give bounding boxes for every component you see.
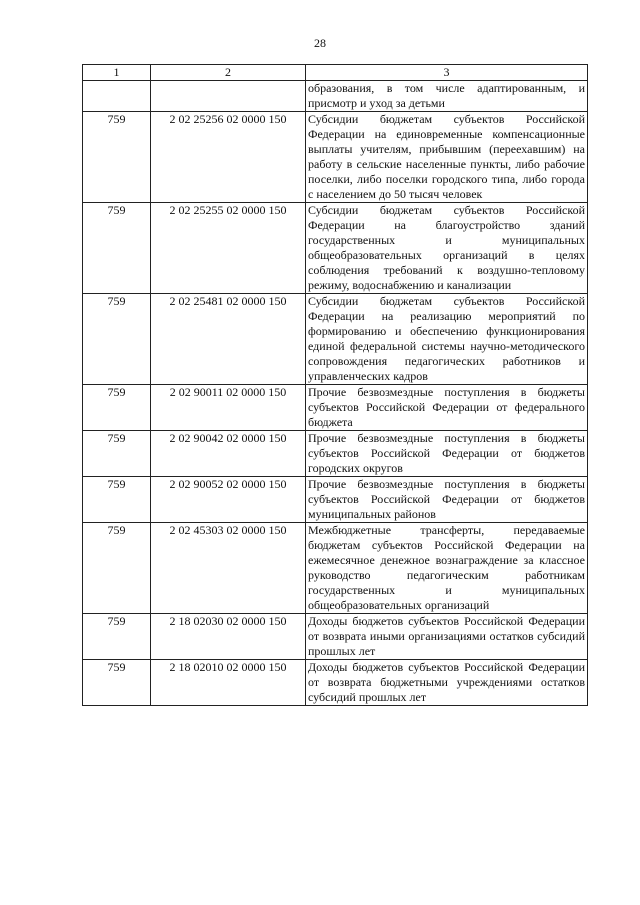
table-row <box>83 431 588 477</box>
budget-code-cell <box>151 81 306 112</box>
table-row <box>83 112 588 203</box>
admin-code-cell: 759 <box>83 294 151 385</box>
header-col-1: 1 <box>83 65 151 81</box>
admin-code-cell: 759 <box>83 614 151 660</box>
table-row <box>83 614 588 660</box>
page-number: 28 <box>314 36 326 50</box>
description-cell: образования, в том числе адаптированным, и присмотр и уход за детьми <box>306 81 588 112</box>
table-row <box>83 385 588 431</box>
table-row <box>83 294 588 385</box>
budget-code-cell: 2 18 02030 02 0000 150 <box>151 614 306 660</box>
header-col-2: 2 <box>151 65 306 81</box>
description-cell: Доходы бюджетов субъектов Российской Федерации от возврата бюджетными учреждениями остатков субсидий прошлых лет <box>306 660 588 706</box>
budget-code-cell: 2 02 25255 02 0000 150 <box>151 203 306 294</box>
description-cell: Субсидии бюджетам субъектов Российской Федерации на единовременные компенсационные выплаты учителям, прибывшим (переехавшим) на работу в сельские населенные пункты, либо рабочие поселки, либо поселки городского типа, либо города с населением до 50 тысяч человек <box>306 112 588 203</box>
admin-code-cell <box>83 81 151 112</box>
table-header-row <box>83 65 588 81</box>
header-col-3: 3 <box>306 65 588 81</box>
description-cell: Субсидии бюджетам субъектов Российской Федерации на благоустройство зданий государственных и муниципальных общеобразовательных организаций в целях соблюдения требований к воздушно-тепловому режиму, водоснабжению и канализации <box>306 203 588 294</box>
table-row <box>83 523 588 614</box>
admin-code-cell: 759 <box>83 523 151 614</box>
budget-revenue-table <box>82 64 588 706</box>
admin-code-cell: 759 <box>83 203 151 294</box>
description-cell: Доходы бюджетов субъектов Российской Федерации от возврата иными организациями остатков субсидий прошлых лет <box>306 614 588 660</box>
table-row <box>83 477 588 523</box>
description-cell: Межбюджетные трансферты, передаваемые бюджетам субъектов Российской Федерации на ежемесячное денежное вознаграждение за классное руководство педагогическим работникам государственных и муниципальных общеобразовательных организаций <box>306 523 588 614</box>
budget-code-cell: 2 02 25481 02 0000 150 <box>151 294 306 385</box>
budget-code-cell: 2 02 90052 02 0000 150 <box>151 477 306 523</box>
table-row <box>83 660 588 706</box>
budget-code-cell: 2 02 90042 02 0000 150 <box>151 431 306 477</box>
table-row <box>83 81 588 112</box>
budget-code-cell: 2 02 25256 02 0000 150 <box>151 112 306 203</box>
description-cell: Субсидии бюджетам субъектов Российской Федерации на реализацию мероприятий по формированию и обеспечению функционирования единой федеральной системы научно-методического сопровождения педагогических работников и управленческих кадров <box>306 294 588 385</box>
admin-code-cell: 759 <box>83 477 151 523</box>
budget-code-cell: 2 18 02010 02 0000 150 <box>151 660 306 706</box>
table-row <box>83 203 588 294</box>
description-cell: Прочие безвозмездные поступления в бюджеты субъектов Российской Федерации от бюджетов городских округов <box>306 431 588 477</box>
admin-code-cell: 759 <box>83 431 151 477</box>
admin-code-cell: 759 <box>83 660 151 706</box>
budget-code-cell: 2 02 90011 02 0000 150 <box>151 385 306 431</box>
description-cell: Прочие безвозмездные поступления в бюджеты субъектов Российской Федерации от федерального бюджета <box>306 385 588 431</box>
admin-code-cell: 759 <box>83 112 151 203</box>
description-cell: Прочие безвозмездные поступления в бюджеты субъектов Российской Федерации от бюджетов муниципальных районов <box>306 477 588 523</box>
budget-code-cell: 2 02 45303 02 0000 150 <box>151 523 306 614</box>
admin-code-cell: 759 <box>83 385 151 431</box>
